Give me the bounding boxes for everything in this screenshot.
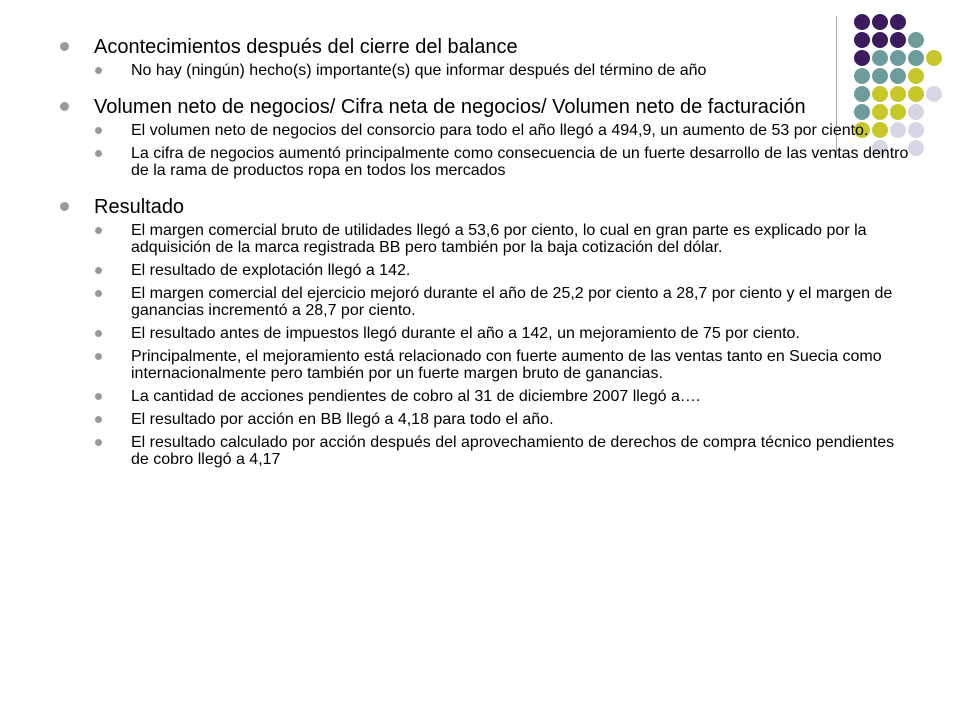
decor-dot xyxy=(908,104,924,120)
section-resultado xyxy=(60,196,910,468)
decor-dot xyxy=(908,122,924,138)
section-heading: Acontecimientos después del cierre del balance xyxy=(60,36,910,58)
decor-dot xyxy=(908,32,924,48)
decor-dot xyxy=(908,86,924,102)
decor-dot xyxy=(908,50,924,66)
bullet-list xyxy=(60,122,910,179)
section-acontecimientos xyxy=(60,36,910,79)
bullet-list xyxy=(60,222,910,468)
decor-dot xyxy=(872,14,888,30)
list-item: No hay (ningún) hecho(s) importante(s) que informar después del término de año xyxy=(60,62,910,79)
section-volumen-neto xyxy=(60,96,910,179)
list-item: El resultado de explotación llegó a 142. xyxy=(60,262,910,279)
decor-dot xyxy=(926,50,942,66)
decor-dot xyxy=(854,14,870,30)
decor-dot xyxy=(926,86,942,102)
decor-dot xyxy=(908,140,924,156)
list-item: El resultado antes de impuestos llegó durante el año a 142, un mejoramiento de 75 por ciento. xyxy=(60,325,910,342)
decor-dot xyxy=(908,68,924,84)
list-item: La cantidad de acciones pendientes de cobro al 31 de diciembre 2007 llegó a…. xyxy=(60,388,910,405)
section-heading: Resultado xyxy=(60,196,910,218)
list-item: El resultado por acción en BB llegó a 4,18 para todo el año. xyxy=(60,411,910,428)
list-item: El resultado calculado por acción después del aprovechamiento de derechos de compra técnico pendientes de cobro llegó a 4,17 xyxy=(60,434,910,468)
section-heading: Volumen neto de negocios/ Cifra neta de negocios/ Volumen neto de facturación xyxy=(60,96,910,118)
list-item: La cifra de negocios aumentó principalmente como consecuencia de un fuerte desarrollo de las ventas dentro de la rama de productos ropa en todos los mercados xyxy=(60,145,910,179)
decor-dot xyxy=(890,14,906,30)
bullet-list xyxy=(60,62,910,79)
list-item: Principalmente, el mejoramiento está relacionado con fuerte aumento de las ventas tanto en Suecia como internacionalmente pero también por un fuerte margen bruto de ganancias. xyxy=(60,348,910,382)
list-item: El margen comercial bruto de utilidades llegó a 53,6 por ciento, lo cual en gran parte es explicado por la adquisición de la marca registrada BB pero también por la baja cotización del dólar. xyxy=(60,222,910,256)
list-item: El volumen neto de negocios del consorcio para todo el año llegó a 494,9, un aumento de 53 por ciento. xyxy=(60,122,910,139)
list-item: El margen comercial del ejercicio mejoró durante el año de 25,2 por ciento a 28,7 por ciento y el margen de ganancias incrementó a 28,7 por ciento. xyxy=(60,285,910,319)
slide-content xyxy=(60,36,910,485)
